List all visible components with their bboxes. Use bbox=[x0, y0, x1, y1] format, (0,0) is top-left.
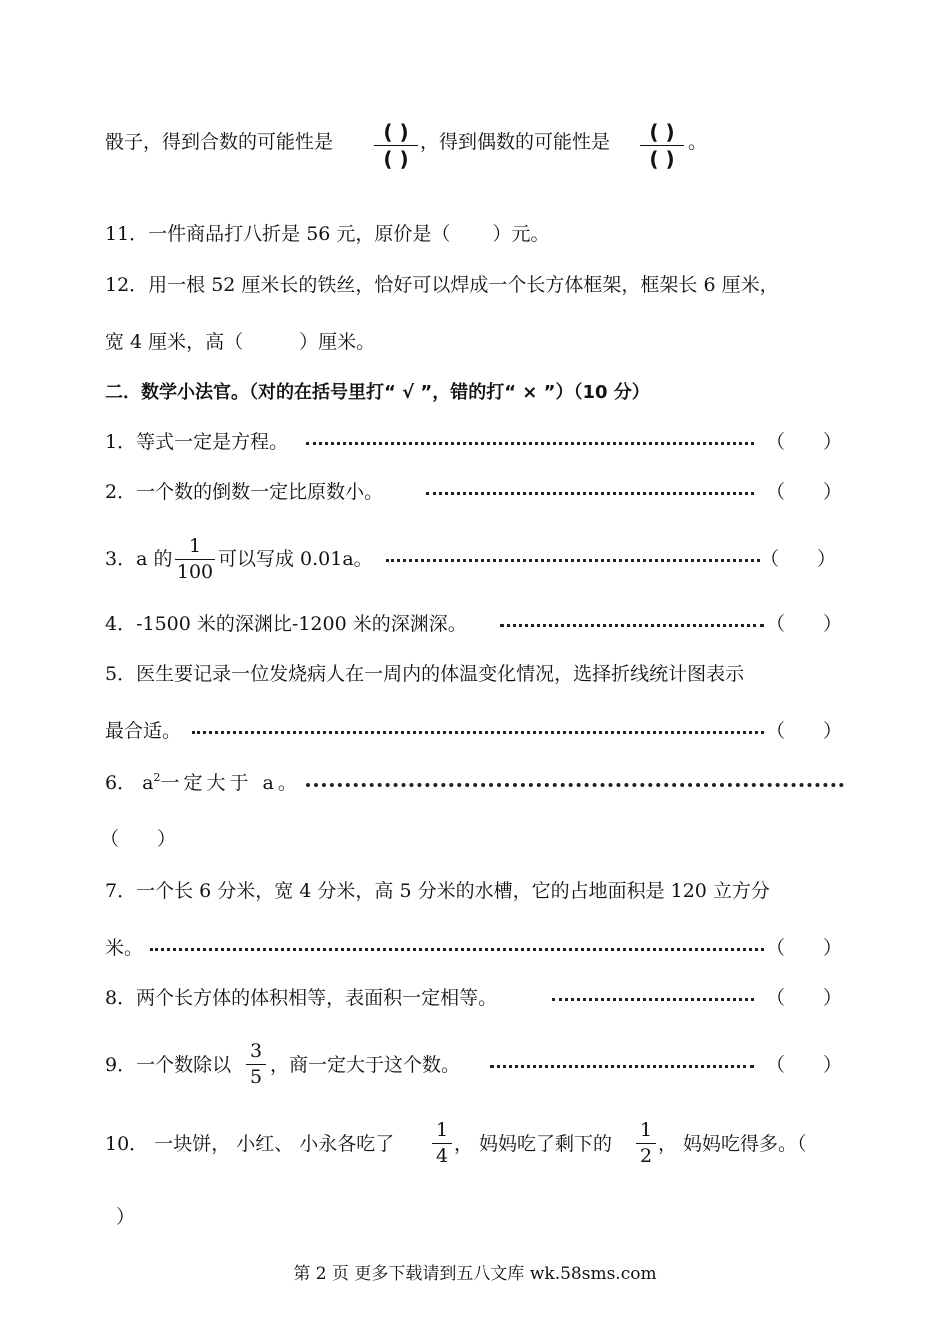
judge-6-answer-paren[interactable]: （ ） bbox=[100, 828, 177, 850]
q10-text-3-wrap bbox=[688, 133, 707, 152]
q12-line-1: 12．用一根 52 厘米长的铁丝，恰好可以焊成一个长方体框架，框架长 6 厘米， bbox=[105, 274, 779, 296]
judge-10-fraction-2: 1 2 bbox=[636, 1121, 656, 1166]
judge-7-line-1: 7．一个长 6 分米，宽 4 分米，高 5 分米的水槽，它的占地面积是 120 立方分 bbox=[105, 880, 770, 902]
q10-text-1: 骰子，得到合数的可能性是 bbox=[105, 131, 334, 153]
judge-8-answer-paren[interactable]: （ ） bbox=[766, 987, 843, 1009]
judge-3-fraction: 1 100 bbox=[176, 535, 214, 583]
judge-9-answer-paren[interactable]: （ ） bbox=[766, 1054, 843, 1076]
q10-text-2-wrap bbox=[420, 133, 610, 152]
q11-text-a: 11．一件商品打八折是 56 元，原价是（ bbox=[105, 223, 451, 245]
judge-10-text-c: ， 妈妈吃得多。（ bbox=[658, 1133, 807, 1155]
q12-line-2 bbox=[105, 333, 375, 352]
judge-10-answer-close[interactable]: ） bbox=[116, 1206, 136, 1228]
q11-line bbox=[105, 225, 549, 244]
judge-4-leader-dots bbox=[500, 624, 764, 627]
judge-1-answer-paren[interactable]: （ ） bbox=[766, 431, 843, 453]
q10-text-2: ，得到偶数的可能性是 bbox=[420, 131, 611, 153]
judge-5-answer-paren[interactable]: （ ） bbox=[766, 720, 843, 742]
q11-text-b: ）元。 bbox=[492, 223, 550, 245]
judge-1: 1．等式一定是方程。 bbox=[105, 431, 289, 453]
judge-4-answer-paren[interactable]: （ ） bbox=[766, 613, 843, 635]
judge-2: 2．一个数的倒数一定比原数小。 bbox=[105, 481, 384, 503]
judge-3-leader-dots bbox=[386, 559, 760, 562]
judge-5-leader-dots bbox=[192, 731, 764, 734]
judge-6-leader-dots bbox=[306, 783, 844, 787]
judge-8: 8．两个长方体的体积相等，表面积一定相等。 bbox=[105, 987, 498, 1009]
judge-2-answer-paren[interactable]: （ ） bbox=[766, 481, 843, 503]
q10-tail-line bbox=[105, 133, 333, 152]
judge-7-leader-dots bbox=[150, 948, 764, 951]
judge-6-superscript: 2 bbox=[153, 771, 161, 784]
q12-text-a: 宽 4 厘米，高（ bbox=[105, 331, 244, 353]
judge-9-text-b: ，商一定大于这个数。 bbox=[270, 1054, 461, 1076]
judge-6-text-b: 一定大于 a。 bbox=[160, 772, 301, 794]
judge-9-leader-dots bbox=[490, 1065, 754, 1068]
judge-7-line-2: 米。 bbox=[105, 937, 144, 959]
judge-9-text-a: 9．一个数除以 bbox=[105, 1054, 232, 1076]
judge-6-text-a: 6． a bbox=[105, 772, 154, 794]
q10-text-3: 。 bbox=[688, 131, 708, 153]
judge-8-leader-dots bbox=[552, 998, 754, 1001]
q12-text-b: ）厘米。 bbox=[299, 331, 376, 353]
q10-fraction-blank-2[interactable]: ( ) ( ) bbox=[640, 122, 684, 169]
judge-10-text-b: ， 妈妈吃了剩下的 bbox=[454, 1133, 613, 1155]
judge-1-leader-dots bbox=[306, 442, 754, 445]
judge-3-text-a: 3．a 的 bbox=[105, 548, 173, 570]
judge-5-line-2: 最合适。 bbox=[105, 720, 182, 742]
judge-2-leader-dots bbox=[426, 492, 754, 495]
judge-3-answer-paren[interactable]: （ ） bbox=[760, 548, 837, 570]
judge-7-answer-paren[interactable]: （ ） bbox=[766, 937, 843, 959]
page-footer: 第 2 页 更多下载请到五八文库 wk.58sms.com bbox=[293, 1264, 657, 1284]
judge-5-line-1: 5．医生要记录一位发烧病人在一周内的体温变化情况，选择折线统计图表示 bbox=[105, 663, 745, 685]
judge-6 bbox=[105, 771, 301, 794]
judge-3-text-b: 可以写成 0.01a。 bbox=[218, 548, 373, 570]
q10-fraction-blank-1[interactable]: ( ) ( ) bbox=[374, 122, 418, 169]
judge-10-text-a: 10． 一块饼， 小红、 小永各吃了 bbox=[105, 1133, 395, 1155]
judge-4: 4．-1500 米的深渊比-1200 米的深渊深。 bbox=[105, 613, 467, 635]
section-2-title: 二．数学小法官。（对的在括号里打“ √ ”，错的打“ × ”）（10 分） bbox=[105, 382, 650, 403]
judge-9-fraction: 3 5 bbox=[246, 1042, 266, 1087]
judge-10-fraction-1: 1 4 bbox=[432, 1121, 452, 1166]
